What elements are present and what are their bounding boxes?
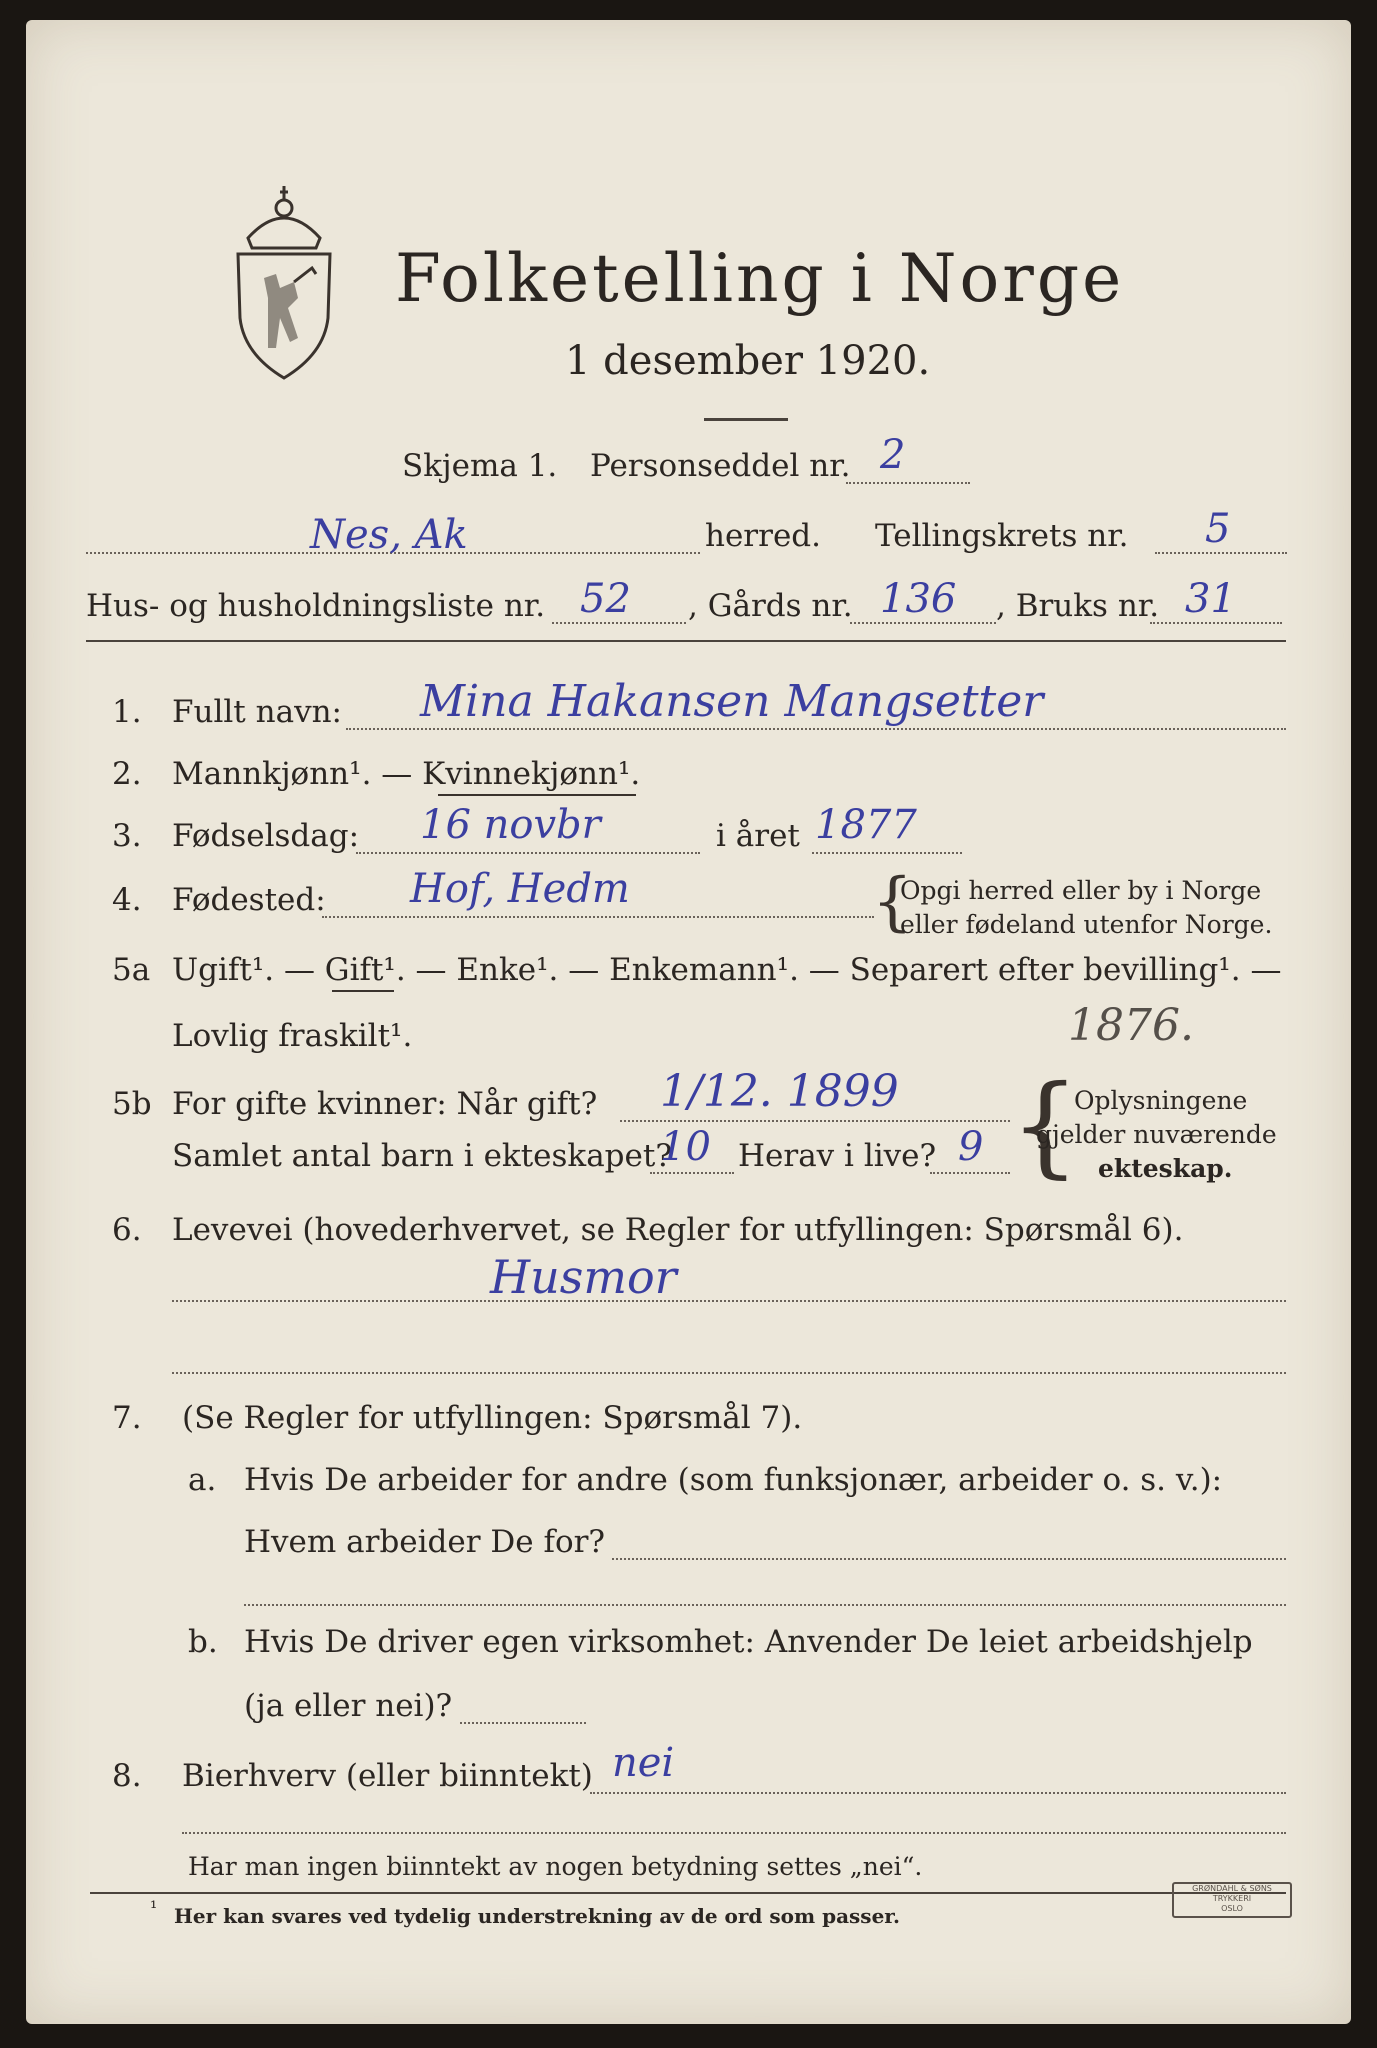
bruks-label: , Bruks nr. — [996, 588, 1160, 624]
q5b-married-value: 1/12. 1899 — [660, 1066, 899, 1117]
q5b-married-field-line — [620, 1120, 1010, 1122]
q7a-field-line-1 — [612, 1558, 1286, 1560]
q4-note-brace: { — [872, 865, 913, 939]
personseddel-value: 2 — [880, 432, 906, 478]
q5b-alive-value: 9 — [958, 1124, 984, 1170]
q6-label: Levevei (hovederhvervet, se Regler for utfyllingen: Spørsmål 6). — [172, 1212, 1184, 1248]
husliste-label: Hus- og husholdningsliste nr. — [86, 588, 546, 624]
q8-label: Bierhverv (eller biinntekt) — [182, 1758, 593, 1794]
herred-label: herred. — [705, 518, 821, 554]
personseddel-label: Personseddel nr. — [590, 448, 851, 484]
q8-side-income-value: nei — [612, 1740, 675, 1786]
header-divider — [86, 640, 1286, 642]
q7a-letter: a. — [188, 1462, 217, 1498]
q6-occupation-value: Husmor — [490, 1250, 677, 1304]
herred-value: Nes, Ak — [310, 512, 468, 558]
q7b-field-line — [460, 1722, 586, 1724]
q7a-field-line-2 — [244, 1604, 1286, 1606]
personseddel-field-line — [846, 482, 970, 484]
q4-field-line — [322, 916, 874, 918]
q5b-children-label: Samlet antal barn i ekteskapet? — [172, 1138, 672, 1174]
q7a-question: Hvem arbeider De for? — [244, 1524, 606, 1560]
q5b-note-line2: gjelder nuværende — [1036, 1120, 1277, 1149]
q1-full-name-value: Mina Hakansen Mangsetter — [420, 676, 1044, 727]
gards-label: , Gårds nr. — [688, 588, 853, 624]
footnote-text: Her kan svares ved tydelig understrekning av de ord som passer. — [174, 1904, 900, 1928]
q4-birthplace-value: Hof, Hedm — [410, 866, 630, 912]
tellingskrets-field-line — [1155, 552, 1287, 554]
q3-year-label: i året — [716, 818, 800, 854]
bruks-value: 31 — [1185, 576, 1236, 622]
q5b-married-label: For gifte kvinner: Når gift? — [172, 1086, 598, 1122]
q7b-question: (ja eller nei)? — [244, 1688, 453, 1724]
q5a-fraskilt-option: Lovlig fraskilt¹. — [172, 1018, 413, 1054]
q4-note-line2: eller fødeland utenfor Norge. — [900, 910, 1273, 939]
q6-number: 6. — [112, 1212, 142, 1248]
q8-number: 8. — [112, 1758, 142, 1794]
q2-gender-options: Mannkjønn¹. — Kvinnekjønn¹. — [172, 756, 641, 792]
q8-field-line-1 — [590, 1792, 1286, 1794]
q7a-text: Hvis De arbeider for andre (som funksjonær, arbeider o. s. v.): — [244, 1462, 1223, 1498]
q5a-gift-underline — [332, 990, 394, 992]
q7b-text: Hvis De driver egen virksomhet: Anvender De leiet arbeidshjelp — [244, 1624, 1253, 1660]
q5b-note-line3: ekteskap. — [1098, 1154, 1233, 1183]
printer-stamp — [1172, 1882, 1292, 1918]
q7-label: (Se Regler for utfyllingen: Spørsmål 7). — [182, 1400, 803, 1436]
form-title: Folketelling i Norge — [395, 240, 1125, 317]
printer-stamp-line1: GRØNDAHL & SØNS TRYKKERI — [1192, 1884, 1272, 1903]
tellingskrets-value: 5 — [1205, 506, 1231, 552]
q5a-marital-options: Ugift¹. — Gift¹. — Enke¹. — Enkemann¹. — Separert efter bevilling¹. — — [172, 952, 1282, 988]
q5b-children-field-line — [650, 1172, 734, 1174]
q5b-note-brace: { — [1010, 1061, 1080, 1189]
q6-field-line-1 — [172, 1300, 1286, 1302]
q8-field-line-2 — [182, 1832, 1286, 1834]
footnote-mark: ¹ — [150, 1898, 158, 1919]
q5b-children-value: 10 — [660, 1124, 711, 1170]
census-date: 1 desember 1920. — [565, 338, 931, 384]
husliste-field-line — [552, 622, 686, 624]
q5a-margin-note: 1876. — [1068, 1000, 1194, 1051]
q4-number: 4. — [112, 882, 142, 918]
q1-field-line — [346, 728, 1286, 730]
gards-field-line — [850, 622, 996, 624]
q2-number: 2. — [112, 756, 142, 792]
gards-value: 136 — [880, 576, 957, 622]
q3-field-line — [356, 852, 700, 854]
skjema-label: Skjema 1. — [402, 448, 558, 484]
q3-number: 3. — [112, 818, 142, 854]
husliste-value: 52 — [580, 576, 631, 622]
q4-label: Fødested: — [172, 882, 326, 918]
title-divider — [704, 418, 788, 421]
no-income-note: Har man ingen biinntekt av nogen betydning settes „nei“. — [188, 1852, 923, 1881]
printer-stamp-line2: OSLO — [1221, 1904, 1243, 1913]
coat-of-arms-icon — [228, 178, 340, 384]
q5b-note-line1: Oplysningene — [1074, 1086, 1248, 1115]
q3-year-value: 1877 — [815, 802, 917, 848]
q1-number: 1. — [112, 694, 142, 730]
q5b-number: 5b — [112, 1086, 152, 1122]
q3-birthday-value: 16 novbr — [420, 802, 601, 848]
q1-label: Fullt navn: — [172, 694, 342, 730]
q2-kvinnekjonn-underline — [438, 794, 636, 796]
tellingskrets-label: Tellingskrets nr. — [875, 518, 1129, 554]
q5b-alive-field-line — [930, 1172, 1010, 1174]
q6-field-line-2 — [172, 1372, 1286, 1374]
q4-note-line1: Opgi herred eller by i Norge — [900, 876, 1262, 905]
q5a-number: 5a — [112, 952, 151, 988]
bruks-field-line — [1150, 622, 1282, 624]
q3-label: Fødselsdag: — [172, 818, 360, 854]
q7b-letter: b. — [188, 1624, 218, 1660]
footnote-divider — [90, 1892, 1286, 1894]
q7-number: 7. — [112, 1400, 142, 1436]
q5b-alive-label: Herav i live? — [738, 1138, 937, 1174]
q3-year-field-line — [812, 852, 962, 854]
